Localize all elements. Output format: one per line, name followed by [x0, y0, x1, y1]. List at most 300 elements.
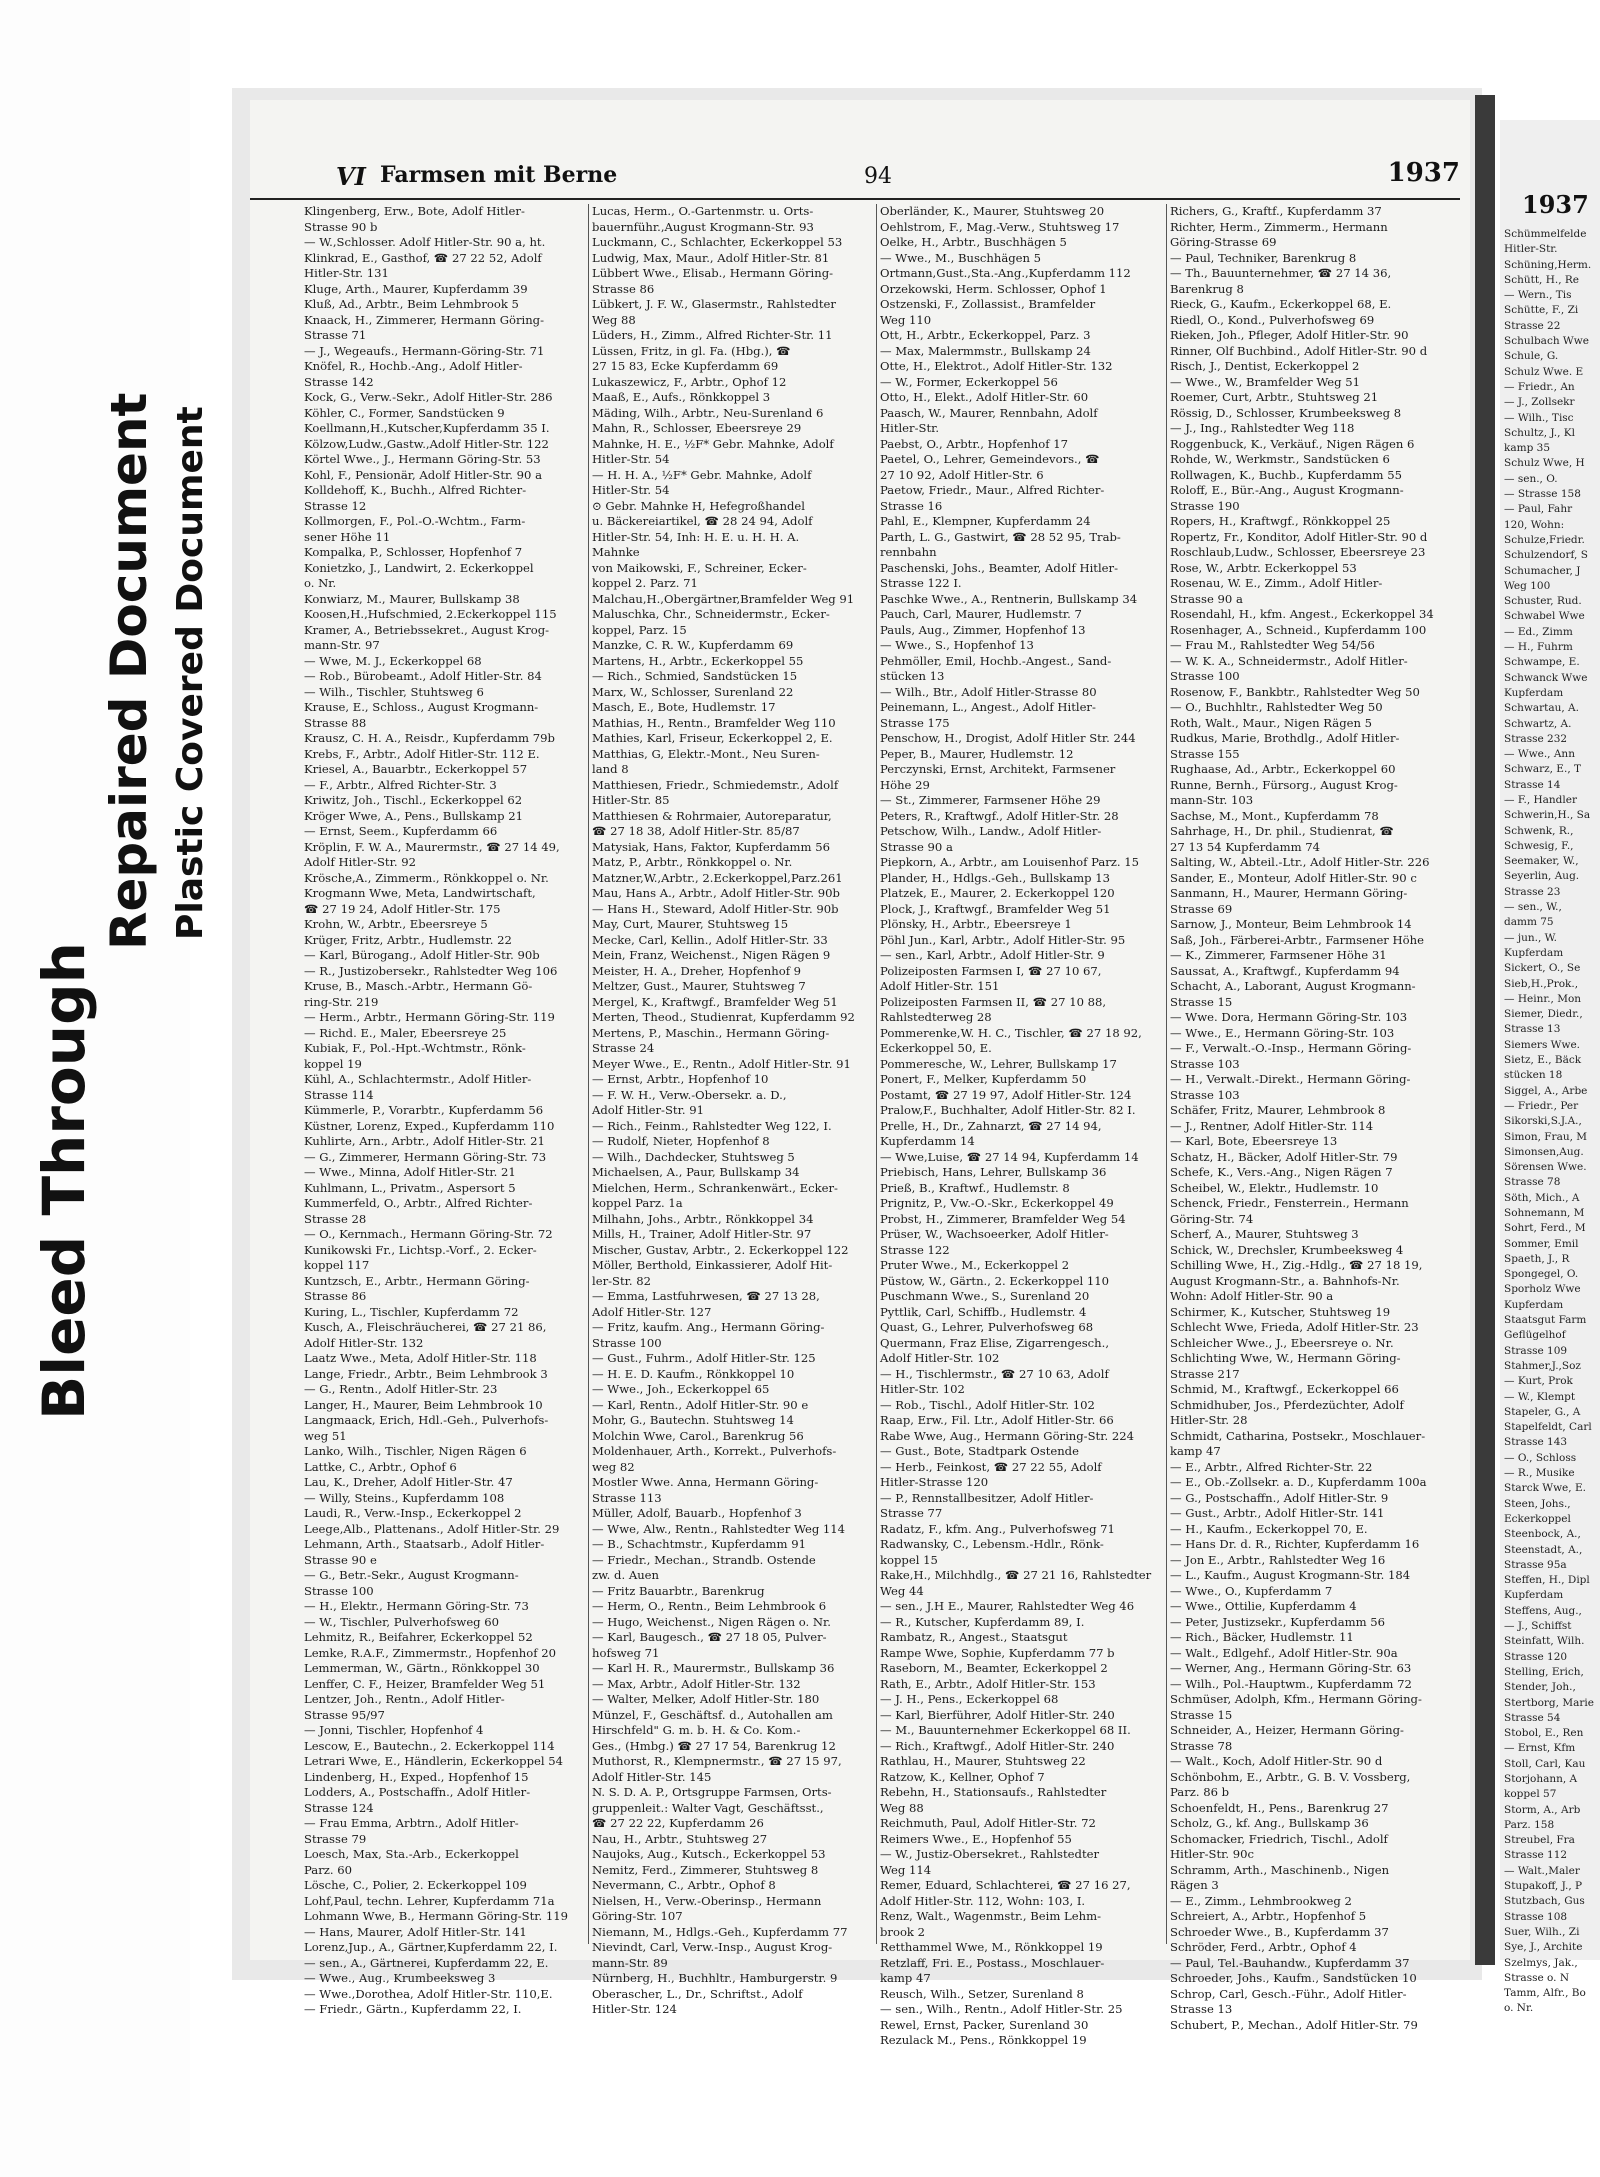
adjacent-page-line: — Paul, Fahr [1504, 503, 1573, 516]
directory-entry: Kuntzsch, E., Arbtr., Hermann Göring- [304, 1273, 530, 1288]
directory-entry: Ostzenski, F., Zollassist., Bramfelder [880, 297, 1096, 311]
directory-entry: Lösche, C., Polier, 2. Eckerkoppel 109 [304, 1878, 527, 1892]
directory-entry: Sarnow, J., Monteur, Beim Lehmbrook 14 [1170, 917, 1412, 931]
directory-entry: Schröder, Ferd., Arbtr., Ophof 4 [1170, 1940, 1357, 1954]
adjacent-page-line: Simonsen,Aug. [1504, 1145, 1584, 1158]
adjacent-page-line: Szelmys, Jak., [1504, 1956, 1578, 1969]
directory-entry: Lemmerman, W., Gärtn., Rönkkoppel 30 [304, 1661, 540, 1675]
directory-entry: Strasse 103 [1170, 1087, 1240, 1102]
label-bleed-through: Bleed Through [30, 942, 98, 1420]
directory-entry: — Gust., Fuhrm., Adolf Hitler-Str. 125 [592, 1351, 816, 1365]
directory-entry: Lübbert Wwe., Elisab., Hermann Göring- [592, 266, 834, 280]
directory-entry: — Friedr., Gärtn., Kupferdamm 22, I. [304, 2002, 522, 2016]
directory-entry: — W., Former, Eckerkoppel 56 [880, 374, 1058, 389]
directory-entry: Nielsen, H., Verw.-Oberinsp., Hermann [592, 1893, 822, 1908]
directory-entry: Rohde, W., Werkmstr., Sandstücken 6 [1170, 452, 1390, 466]
directory-entry: Priebisch, Hans, Lehrer, Bullskamp 36 [880, 1165, 1107, 1179]
directory-entry: — Wilh., Tischler, Stuhtsweg 6 [304, 684, 484, 699]
adjacent-page-line: Siggel, A., Arbe [1504, 1084, 1588, 1097]
directory-entry: Raseborn, M., Beamter, Eckerkoppel 2 [880, 1661, 1108, 1675]
directory-entry: Polizeiposten Farmsen II, ☎ 27 10 88, [880, 994, 1107, 1009]
adjacent-page-line: Strasse 143 [1504, 1436, 1568, 1449]
directory-entry: Otte, H., Elektrot., Adolf Hitler-Str. 132 [880, 359, 1113, 373]
directory-entry: Peper, B., Maurer, Hudlemstr. 12 [880, 746, 1074, 761]
directory-entry: Molchin Wwe, Carol., Barenkrug 56 [592, 1428, 804, 1443]
directory-entry: Kuhlirte, Arn., Arbtr., Adolf Hitler-Str. 21 [304, 1134, 545, 1148]
directory-entry: Strasse 90 e [304, 1552, 377, 1567]
directory-entry: Prüser, W., Wachsoeerker, Adolf Hitler- [880, 1227, 1109, 1241]
directory-entry: — sen., Wilh., Rentn., Adolf Hitler-Str. 25 [880, 2002, 1123, 2016]
directory-entry: Kuring, L., Tischler, Kupferdamm 72 [304, 1304, 519, 1319]
adjacent-page-line: — Friedr., Per [1504, 1099, 1579, 1112]
directory-entry: Rambatz, R., Angest., Staatsgut [880, 1630, 1068, 1644]
directory-entry: Matthiesen, Friedr., Schmiedemstr., Adolf [592, 777, 839, 792]
directory-entry: — J., Ing., Rahlstedter Weg 118 [1170, 421, 1355, 435]
directory-entry: Nürnberg, H., Buchhltr., Hamburgerstr. 9 [592, 1971, 838, 1985]
directory-entry: Strasse 90 b [304, 219, 378, 234]
directory-entry: Ropertz, Fr., Konditor, Adolf Hitler-Str. 90 d [1170, 529, 1428, 544]
directory-entry: Roloff, E., Bür.-Ang., August Krogmann- [1170, 483, 1404, 497]
directory-entry: rennbahn [880, 545, 937, 559]
adjacent-page-line: kamp 35 [1504, 442, 1550, 455]
adjacent-page-line: Suer, Wilh., Zi [1504, 1925, 1580, 1938]
directory-entry: Lehmann, Arth., Staatsarb., Adolf Hitler- [304, 1537, 545, 1551]
directory-entry: — Karl, Bierführer, Adolf Hitler-Str. 240 [880, 1707, 1115, 1722]
directory-entry: Lohf,Paul, techn. Lehrer, Kupferdamm 71a [304, 1893, 555, 1908]
adjacent-page-line: Kupferdam [1504, 686, 1564, 699]
adjacent-page-line: Strasse 13 [1504, 1023, 1561, 1036]
directory-entry: Kriesel, A., Bauarbtr., Eckerkoppel 57 [304, 762, 528, 776]
directory-entry: Pommerenke,W. H. C., Tischler, ☎ 27 18 92, [880, 1025, 1142, 1040]
adjacent-page-line: — jun., W. [1504, 931, 1557, 944]
directory-entry: Kluge, Arth., Maurer, Kupferdamm 39 [304, 281, 528, 296]
directory-entry: — Fritz, kaufm. Ang., Hermann Göring- [592, 1320, 825, 1334]
adjacent-page-line: Schwesig, F., [1504, 839, 1574, 852]
directory-entry: — Karl, Baugesch., ☎ 27 18 05, Pulver- [592, 1630, 827, 1644]
directory-entry: — H., Tischlermstr., ☎ 27 10 63, Adolf [880, 1366, 1109, 1381]
adjacent-page-line: Stoll, Carl, Kau [1504, 1757, 1586, 1770]
adjacent-page-line: Sye, J., Archite [1504, 1941, 1583, 1954]
directory-entry: Schomacker, Friedrich, Tischl., Adolf [1170, 1831, 1388, 1846]
directory-entry: Platzek, E., Maurer, 2. Eckerkoppel 120 [880, 886, 1115, 900]
directory-entry: Strasse 124 [304, 1800, 374, 1815]
directory-entry: — Rich., Schmied, Sandstücken 15 [592, 669, 798, 683]
directory-entry: — F., Arbtr., Alfred Richter-Str. 3 [304, 777, 497, 792]
directory-entry: Reusch, Wilh., Setzer, Surenland 8 [880, 1986, 1084, 2001]
directory-entry: — B., Schachtmstr., Kupferdamm 91 [592, 1537, 806, 1551]
directory-entry: Prieß, B., Kraftwf., Hudlemstr. 8 [880, 1180, 1070, 1195]
directory-entry: ⊙ Gebr. Mahnke H, Hefegroßhandel [592, 498, 806, 513]
directory-entry: Lange, Friedr., Arbtr., Beim Lehmbrook 3 [304, 1366, 548, 1381]
directory-entry: Roggenbuck, K., Verkäuf., Nigen Rägen 6 [1170, 436, 1415, 451]
directory-entry: Klinkrad, E., Gasthof, ☎ 27 22 52, Adolf [304, 250, 542, 265]
directory-entry: — E., Zimm., Lehmbrookweg 2 [1170, 1893, 1352, 1908]
directory-entry: Petschow, Wilh., Landw., Adolf Hitler- [880, 824, 1102, 838]
directory-entry: Püstow, W., Gärtn., 2. Eckerkoppel 110 [880, 1273, 1109, 1288]
directory-entry: Kollmorgen, F., Pol.-O.-Wchtm., Farm- [304, 514, 526, 528]
directory-entry: Prignitz, P., Vw.-O.-Skr., Eckerkoppel 49 [880, 1196, 1114, 1210]
directory-entry: Strasse 90 a [880, 839, 953, 854]
adjacent-page-line: Sietz, E., Bäck [1504, 1054, 1582, 1067]
directory-entry: — M., Bauunternehmer Eckerkoppel 68 II. [880, 1723, 1131, 1737]
directory-entry: — J., Wegeaufs., Hermann-Göring-Str. 71 [304, 343, 545, 358]
directory-entry: Matz, P., Arbtr., Rönkkoppel o. Nr. [592, 855, 793, 869]
directory-entry: Salting, W., Abteil.-Ltr., Adolf Hitler-Str. 226 [1170, 855, 1430, 869]
directory-entry: Malchau,H.,Obergärtner,Bramfelder Weg 91 [592, 591, 855, 606]
directory-entry: Lescow, E., Bautechn., 2. Eckerkoppel 114 [304, 1738, 555, 1753]
directory-entry: Roth, Walt., Maur., Nigen Rägen 5 [1170, 715, 1373, 730]
directory-entry: Rinner, Olf Buchbind., Adolf Hitler-Str. 90 d [1170, 343, 1428, 358]
directory-entry: Lohmann Wwe, B., Hermann Göring-Str. 119 [304, 1909, 569, 1923]
directory-entry: o. Nr. [304, 576, 337, 590]
directory-entry: — J., Rentner, Adolf Hitler-Str. 114 [1170, 1118, 1374, 1133]
adjacent-page-line: Schwanck Wwe [1504, 671, 1588, 684]
directory-entry: — Paul, Tel.-Bauhandw., Kupferdamm 37 [1170, 1955, 1410, 1970]
directory-entry: Hitler-Str. 28 [1170, 1413, 1248, 1427]
directory-entry: Pyttlik, Carl, Schiffb., Hudlemstr. 4 [880, 1304, 1087, 1319]
directory-entry: Höhe 29 [880, 777, 930, 792]
directory-entry: Strasse 88 [304, 715, 367, 730]
adjacent-page-line: Steffens, Aug., [1504, 1604, 1582, 1617]
column-divider [588, 204, 589, 1944]
adjacent-page-line: Stelling, Erich, [1504, 1665, 1584, 1678]
directory-entry: — Wwe., O., Kupferdamm 7 [1170, 1583, 1333, 1598]
directory-entry: Krohn, W., Arbtr., Ebeersreye 5 [304, 917, 488, 931]
directory-entry: Schreiert, A., Arbtr., Hopfenhof 5 [1170, 1909, 1367, 1923]
adjacent-page-line: — Wwe., Ann [1504, 748, 1575, 761]
directory-entry: — Gust., Arbtr., Adolf Hitler-Str. 141 [1170, 1506, 1385, 1520]
directory-entry: Oehlstrom, F., Mag.-Verw., Stuhtsweg 17 [880, 219, 1120, 234]
directory-entry: stücken 13 [880, 669, 945, 683]
directory-entry: Probst, H., Zimmerer, Bramfelder Weg 54 [880, 1211, 1126, 1226]
directory-entry: Schäfer, Fritz, Maurer, Lehmbrook 8 [1170, 1103, 1386, 1117]
adjacent-page-line: Schwabel Wwe [1504, 610, 1585, 623]
adjacent-page-line: Sohnemann, M [1504, 1207, 1585, 1219]
directory-entry: — F., Verwalt.-O.-Insp., Hermann Göring- [1170, 1041, 1412, 1055]
directory-entry: Strasse 13 [1170, 2002, 1233, 2016]
directory-entry: Hitler-Strasse 120 [880, 1475, 989, 1489]
adjacent-page-line: Sporholz Wwe [1504, 1283, 1581, 1296]
directory-entry: Strasse 77 [880, 1506, 943, 1520]
adjacent-page-line: Storjohann, A [1504, 1772, 1578, 1785]
directory-entry: Lübkert, J. F. W., Glasermstr., Rahlstedter [592, 297, 836, 311]
directory-entry: Weg 114 [880, 1862, 932, 1877]
directory-entry: Ropers, H., Kraftwgf., Rönkkoppel 25 [1170, 514, 1391, 528]
directory-entry: Matzner,W.,Arbtr., 2.Eckerkoppel,Parz.261 [592, 870, 843, 885]
directory-entry: Ott, H., Arbtr., Eckerkoppel, Parz. 3 [880, 328, 1091, 342]
directory-entry: — W., Tischler, Pulverhofsweg 60 [304, 1614, 500, 1629]
adjacent-page-line: Spongegel, O. [1504, 1268, 1579, 1281]
directory-entry: Kruse, B., Masch.-Arbtr., Hermann Gö- [304, 979, 533, 993]
directory-entry: Mohr, G., Bautechn. Stuhtsweg 14 [592, 1413, 794, 1427]
directory-entry: Kubiak, F., Pol.-Hpt.-Wchtmstr., Rönk- [304, 1041, 526, 1055]
adjacent-page-line: Kupferdam [1504, 946, 1564, 959]
directory-entry: — Walter, Melker, Adolf Hitler-Str. 180 [592, 1692, 820, 1706]
adjacent-page-line: Seemaker, W., [1504, 855, 1579, 868]
directory-entry: Lehmitz, R., Beifahrer, Eckerkoppel 52 [304, 1630, 533, 1644]
adjacent-page-line: — W., Klempt [1504, 1390, 1576, 1403]
directory-entry: Rägen 3 [1170, 1878, 1219, 1892]
directory-entry: — Wwe., Aug., Krumbeeksweg 3 [304, 1971, 496, 1985]
directory-entry: kamp 47 [1170, 1444, 1221, 1458]
adjacent-page-line: Kupferdam [1504, 1298, 1564, 1311]
directory-entry: Naujoks, Aug., Kutsch., Eckerkoppel 53 [592, 1847, 826, 1861]
directory-entry: — R., Kutscher, Kupferdamm 89, I. [880, 1614, 1085, 1629]
directory-entry: Rosenow, F., Bankbtr., Rahlstedter Weg 50 [1170, 684, 1420, 699]
directory-entry: — Rich., Kraftwgf., Adolf Hitler-Str. 240 [880, 1738, 1115, 1753]
directory-entry: Moldenhauer, Arth., Korrekt., Pulverhofs- [592, 1444, 837, 1458]
directory-entry: weg 82 [592, 1459, 635, 1474]
directory-entry: Hitler-Str. 90c [1170, 1847, 1254, 1861]
adjacent-page-line: Simon, Frau, M [1504, 1130, 1588, 1143]
adjacent-page-line: Schulbach Wwe [1504, 335, 1589, 348]
directory-entry: — Wwe, Alw., Rentn., Rahlstedter Weg 114 [592, 1521, 846, 1536]
label-plastic-covered-document: Plastic Covered Document [170, 406, 211, 940]
directory-entry: Parth, L. G., Gastwirt, ☎ 28 52 95, Trab- [880, 529, 1121, 544]
directory-entry: Lemke, R.A.F., Zimmermstr., Hopfenhof 20 [304, 1645, 556, 1660]
directory-entry: Ratzow, K., Kellner, Ophof 7 [880, 1769, 1045, 1784]
directory-entry: ☎ 27 22 22, Kupferdamm 26 [592, 1816, 764, 1830]
directory-entry: Laudi, R., Verw.-Insp., Eckerkoppel 2 [304, 1506, 522, 1520]
directory-entry: Muthorst, R., Klempnermstr., ☎ 27 15 97, [592, 1754, 842, 1768]
directory-entry: — W. K. A., Schneidermstr., Adolf Hitler- [1170, 653, 1408, 668]
directory-entry: Hirschfeld" G. m. b. H. & Co. Kom.- [592, 1723, 801, 1737]
adjacent-page-line: — Wern., Tis [1504, 289, 1572, 302]
directory-entry: Hitler-Str. 54 [592, 483, 670, 497]
directory-column-2 [592, 204, 874, 2016]
directory-entry: Schubert, P., Mechan., Adolf Hitler-Str. 79 [1170, 2017, 1418, 2032]
directory-entry: Mostler Wwe. Anna, Hermann Göring- [592, 1475, 819, 1489]
adjacent-page-line: Schüning,Herm. [1504, 258, 1592, 271]
adjacent-page-line: — Friedr., An [1504, 380, 1575, 393]
directory-entry: Schlecht Wwe, Frieda, Adolf Hitler-Str. 23 [1170, 1320, 1419, 1334]
directory-entry: Rewel, Ernst, Packer, Surenland 30 [880, 2017, 1089, 2032]
adjacent-page-line: Stertborg, Marie [1504, 1696, 1594, 1709]
adjacent-page-line: Siemers Wwe. [1504, 1038, 1581, 1051]
directory-column-3 [880, 204, 1162, 2047]
directory-entry: Ortmann,Gust.,Sta.-Ang.,Kupferdamm 112 [880, 266, 1131, 280]
directory-entry: Rose, W., Arbtr. Eckerkoppel 53 [1170, 560, 1357, 575]
directory-entry: Renz, Walt., Wagenmstr., Beim Lehm- [880, 1909, 1101, 1923]
directory-entry: — P., Rennstallbesitzer, Adolf Hitler- [880, 1490, 1094, 1505]
page-header [250, 158, 1460, 200]
directory-entry: Michaelsen, A., Paur, Bullskamp 34 [592, 1165, 800, 1179]
directory-entry: mann-Str. 89 [592, 1955, 668, 1970]
directory-entry: Mielchen, Herm., Schrankenwärt., Ecker- [592, 1180, 838, 1195]
directory-entry: Strasse 15 [1170, 1707, 1233, 1722]
directory-entry: koppel 117 [304, 1258, 370, 1272]
directory-entry: Lindenberg, H., Exped., Hopfenhof 15 [304, 1769, 529, 1784]
directory-entry: — Max, Malermmstr., Bullskamp 24 [880, 343, 1091, 358]
directory-entry: Schroeder Wwe., B., Kupferdamm 37 [1170, 1924, 1389, 1939]
directory-entry: Kröplin, F. W. A., Maurermstr., ☎ 27 14 49, [304, 839, 560, 854]
adjacent-page-line: Spaeth, J., R [1504, 1252, 1570, 1265]
directory-entry: — L., Kaufm., August Krogmann-Str. 184 [1170, 1568, 1411, 1582]
adjacent-page-line: Staatsgut Farm [1504, 1314, 1587, 1327]
directory-entry: Strasse 114 [304, 1087, 374, 1102]
directory-entry: Göring-Str. 107 [592, 1909, 683, 1923]
directory-entry: Radatz, F., kfm. Ang., Pulverhofsweg 71 [880, 1521, 1115, 1536]
directory-entry: Retzlaff, Fri. E., Postass., Moschlauer- [880, 1955, 1105, 1970]
directory-column-1 [304, 204, 586, 2016]
directory-entry: Schenck, Friedr., Fensterrein., Hermann [1170, 1196, 1409, 1210]
directory-entry: sener Höhe 11 [304, 529, 391, 544]
directory-entry: Piepkorn, A., Arbtr., am Louisenhof Parz. 15 [880, 855, 1140, 869]
adjacent-page-line: — sen., W., [1504, 901, 1562, 914]
directory-entry: — H. H. A., ½F* Gebr. Mahnke, Adolf [592, 467, 812, 482]
directory-entry: — Wilh., Btr., Adolf Hitler-Strasse 80 [880, 684, 1097, 699]
directory-entry: Pehmöller, Emil, Hochb.-Angest., Sand- [880, 653, 1112, 668]
directory-entry: Schacht, A., Laborant, August Krogmann- [1170, 979, 1416, 993]
directory-entry: Richter, Herm., Zimmerm., Hermann [1170, 219, 1388, 234]
directory-entry: Rezulack M., Pens., Rönkkoppel 19 [880, 2033, 1087, 2047]
directory-entry: Orzekowski, Herm. Schlosser, Ophof 1 [880, 281, 1107, 296]
directory-entry: — Gust., Bote, Stadtpark Ostende [880, 1444, 1079, 1458]
directory-entry: Rieken, Joh., Pfleger, Adolf Hitler-Str. 90 [1170, 328, 1409, 342]
directory-entry: Schneider, A., Heizer, Hermann Göring- [1170, 1723, 1404, 1737]
directory-entry: Krösche,A., Zimmerm., Rönkkoppel o. Nr. [304, 870, 549, 885]
directory-entry: Krause, E., Schloss., August Krogmann- [304, 700, 539, 714]
adjacent-page-line: Schwartau, A. [1504, 702, 1579, 715]
adjacent-page-line: — J., Schiffst [1504, 1620, 1572, 1633]
directory-entry: Meltzer, Gust., Maurer, Stuhtsweg 7 [592, 979, 806, 993]
directory-entry: Strasse 100 [1170, 669, 1240, 683]
directory-entry: Marx, W., Schlosser, Surenland 22 [592, 684, 794, 699]
adjacent-page-line: Schwerin,H., Sa [1504, 809, 1591, 822]
adjacent-page-line: Strasse 232 [1504, 732, 1568, 745]
directory-entry: — Herm, O., Rentn., Beim Lehmbrook 6 [592, 1599, 827, 1613]
directory-entry: — Rich., Feinm., Rahlstedter Weg 122, I. [592, 1118, 832, 1133]
directory-entry: Adolf Hitler-Str. 92 [304, 855, 416, 869]
directory-entry: — sen., J.H E., Maurer, Rahlstedter Weg 46 [880, 1599, 1135, 1613]
directory-entry: Masch, E., Bote, Hudlemstr. 17 [592, 700, 776, 714]
directory-entry: — Rob., Tischl., Adolf Hitler-Str. 102 [880, 1397, 1095, 1412]
directory-entry: Weg 110 [880, 312, 932, 327]
directory-entry: Strasse 122 I. [880, 576, 962, 590]
directory-entry: Weg 88 [592, 312, 636, 327]
directory-entry: — Fritz Bauarbtr., Barenkrug [592, 1583, 765, 1598]
directory-entry: May, Curt, Maurer, Stuhtsweg 15 [592, 917, 789, 931]
adjacent-page-line: Steen, Johs., [1504, 1497, 1571, 1510]
directory-entry: Runne, Bernh., Fürsorg., August Krog- [1170, 777, 1398, 792]
directory-entry: Mathies, Karl, Friseur, Eckerkoppel 2, E. [592, 731, 833, 745]
adjacent-page-line: koppel 57 [1504, 1788, 1557, 1801]
directory-entry: Kolldehoff, K., Buchh., Alfred Richter- [304, 483, 527, 497]
directory-entry: Koosen,H.,Hufschmied, 2.Eckerkoppel 115 [304, 607, 557, 621]
adjacent-page-line: Weg 100 [1504, 579, 1551, 592]
directory-entry: Puschmann Wwe., S., Surenland 20 [880, 1289, 1090, 1303]
directory-entry: Möller, Berthold, Einkassierer, Adolf Hit- [592, 1258, 833, 1272]
directory-entry: Adolf Hitler-Str. 112, Wohn: 103, I. [880, 1893, 1086, 1908]
adjacent-page-line: Kupferdam [1504, 1589, 1564, 1602]
directory-entry: Pauch, Carl, Maurer, Hudlemstr. 7 [880, 607, 1082, 621]
directory-entry: Körtel Wwe., J., Hermann Göring-Str. 53 [304, 452, 541, 466]
adjacent-page-line: Schwampe, E. [1504, 656, 1580, 669]
adjacent-page-line: Schütt, H., Re [1504, 273, 1580, 286]
directory-entry: Milhahn, Johs., Arbtr., Rönkkoppel 34 [592, 1211, 814, 1226]
directory-entry: — H. E. D. Kaufm., Rönkkoppel 10 [592, 1366, 795, 1381]
directory-entry: Sander, E., Monteur, Adolf Hitler-Str. 90 c [1170, 870, 1417, 885]
directory-entry: Lentzer, Joh., Rentn., Adolf Hitler- [304, 1692, 505, 1706]
directory-entry: — Wilh., Dachdecker, Stuhtsweg 5 [592, 1149, 795, 1164]
directory-entry: Schmüser, Adolph, Kfm., Hermann Göring- [1170, 1692, 1422, 1706]
directory-entry: Kompalka, P., Schlosser, Hopfenhof 7 [304, 545, 523, 559]
adjacent-page-line: Schule, G. [1504, 350, 1559, 363]
directory-entry: Paebst, O., Arbtr., Hopfenhof 17 [880, 436, 1068, 451]
directory-entry: Lüssen, Fritz, in gl. Fa. (Hbg.), ☎ [592, 343, 791, 358]
adjacent-page-line: Strasse 109 [1504, 1344, 1568, 1357]
adjacent-page-line: Parz. 158 [1504, 1818, 1555, 1831]
directory-entry: Strasse 15 [1170, 994, 1233, 1009]
directory-entry: Schlichting Wwe, W., Hermann Göring- [1170, 1351, 1401, 1365]
directory-entry: Schmidt, Catharina, Postsekr., Moschlauer- [1170, 1428, 1426, 1443]
adjacent-page-fragment [1500, 120, 1600, 2015]
adjacent-page-line: Strasse 108 [1504, 1910, 1568, 1923]
directory-entry: — Hugo, Weichenst., Nigen Rägen o. Nr. [592, 1614, 831, 1629]
directory-entry: Paetel, O., Lehrer, Gemeindevors., ☎ [880, 452, 1100, 466]
directory-entry: Strasse 217 [1170, 1366, 1240, 1381]
directory-entry: Leege,Alb., Plattenans., Adolf Hitler-Str. 29 [304, 1521, 560, 1536]
adjacent-page-line: Storm, A., Arb [1504, 1803, 1581, 1816]
directory-entry: — sen., Karl, Arbtr., Adolf Hitler-Str. 9 [880, 948, 1105, 962]
directory-entry: — Rudolf, Nieter, Hopfenhof 8 [592, 1134, 770, 1148]
directory-entry: Köhler, C., Former, Sandstücken 9 [304, 405, 505, 420]
directory-entry: 27 13 54 Kupferdamm 74 [1170, 839, 1321, 854]
directory-entry: Oberländer, K., Maurer, Stuhtsweg 20 [880, 204, 1105, 218]
directory-entry: — Wwe., E., Hermann Göring-Str. 103 [1170, 1025, 1395, 1040]
directory-entry: Schleicher Wwe., J., Ebeersreye o. Nr. [1170, 1335, 1394, 1350]
directory-page [250, 100, 1470, 2047]
adjacent-page-line: Strasse 112 [1504, 1849, 1568, 1862]
directory-entry: Nievindt, Carl, Verw.-Insp., August Krog- [592, 1940, 833, 1954]
directory-entry: bauernführ.,August Krogmann-Str. 93 [592, 219, 814, 234]
directory-entry: Strasse 113 [592, 1490, 662, 1505]
directory-entry: Rebehn, H., Stationsaufs., Rahlstedter [880, 1785, 1107, 1799]
directory-entry: Maluschka, Chr., Schneidermstr., Ecker- [592, 607, 830, 621]
directory-entry: Scherf, A., Maurer, Stuhtsweg 3 [1170, 1227, 1359, 1241]
adjacent-page-line: Strasse o. N [1504, 1971, 1570, 1984]
directory-entry: Adolf Hitler-Str. 102 [880, 1351, 1000, 1365]
adjacent-page-line: Schulze,Friedr. [1504, 533, 1585, 546]
directory-entry: Peinemann, L., Angest., Adolf Hitler- [880, 700, 1096, 714]
directory-entry: — W., Justiz-Obersekret., Rahlstedter [880, 1847, 1100, 1861]
directory-entry: Rosenhager, A., Schneid., Kupferdamm 100 [1170, 622, 1427, 637]
directory-entry: — Th., Bauunternehmer, ☎ 27 14 36, [1170, 266, 1392, 280]
directory-entry: Kröger Wwe, A., Pens., Bullskamp 21 [304, 808, 523, 823]
adjacent-page-line: — Ed., Zimm [1504, 625, 1573, 638]
directory-entry: Hitler-Str. 54, Inh: H. E. u. H. H. A. [592, 529, 800, 544]
directory-entry: Adolf Hitler-Str. 145 [592, 1769, 712, 1784]
directory-entry: Strasse 86 [592, 281, 655, 296]
directory-entry: — K., Zimmerer, Farmsener Höhe 31 [1170, 948, 1387, 962]
directory-entry: Schrop, Carl, Gesch.-Führ., Adolf Hitler- [1170, 1986, 1407, 2001]
directory-entry: — R., Justizobersekr., Rahlstedter Weg 106 [304, 963, 558, 978]
directory-entry: 27 15 83, Ecke Kupferdamm 69 [592, 359, 779, 373]
adjacent-page-line: Tamm, Alfr., Bo [1504, 1987, 1586, 2000]
directory-entry: Strasse 78 [1170, 1738, 1233, 1753]
directory-entry: Ges., (Hmbg.) ☎ 27 17 54, Barenkrug 12 [592, 1738, 836, 1753]
adjacent-page-line: Eckerkoppel [1504, 1512, 1571, 1525]
directory-entry: 27 10 92, Adolf Hitler-Str. 6 [880, 467, 1044, 482]
directory-entry: Strasse 190 [1170, 498, 1240, 513]
directory-entry: Martens, H., Arbtr., Eckerkoppel 55 [592, 653, 804, 668]
adjacent-page-line: Strasse 14 [1504, 778, 1561, 791]
directory-entry: Polizeiposten Farmsen I, ☎ 27 10 67, [880, 963, 1102, 978]
directory-entry: Klingenberg, Erw., Bote, Adolf Hitler- [304, 204, 525, 218]
directory-entry: Pöhl Jun., Karl, Arbtr., Adolf Hitler-Str. 95 [880, 932, 1126, 947]
directory-entry: — H., Kaufm., Eckerkoppel 70, E. [1170, 1521, 1368, 1536]
adjacent-page-line: Stobol, E., Ren [1504, 1727, 1584, 1740]
